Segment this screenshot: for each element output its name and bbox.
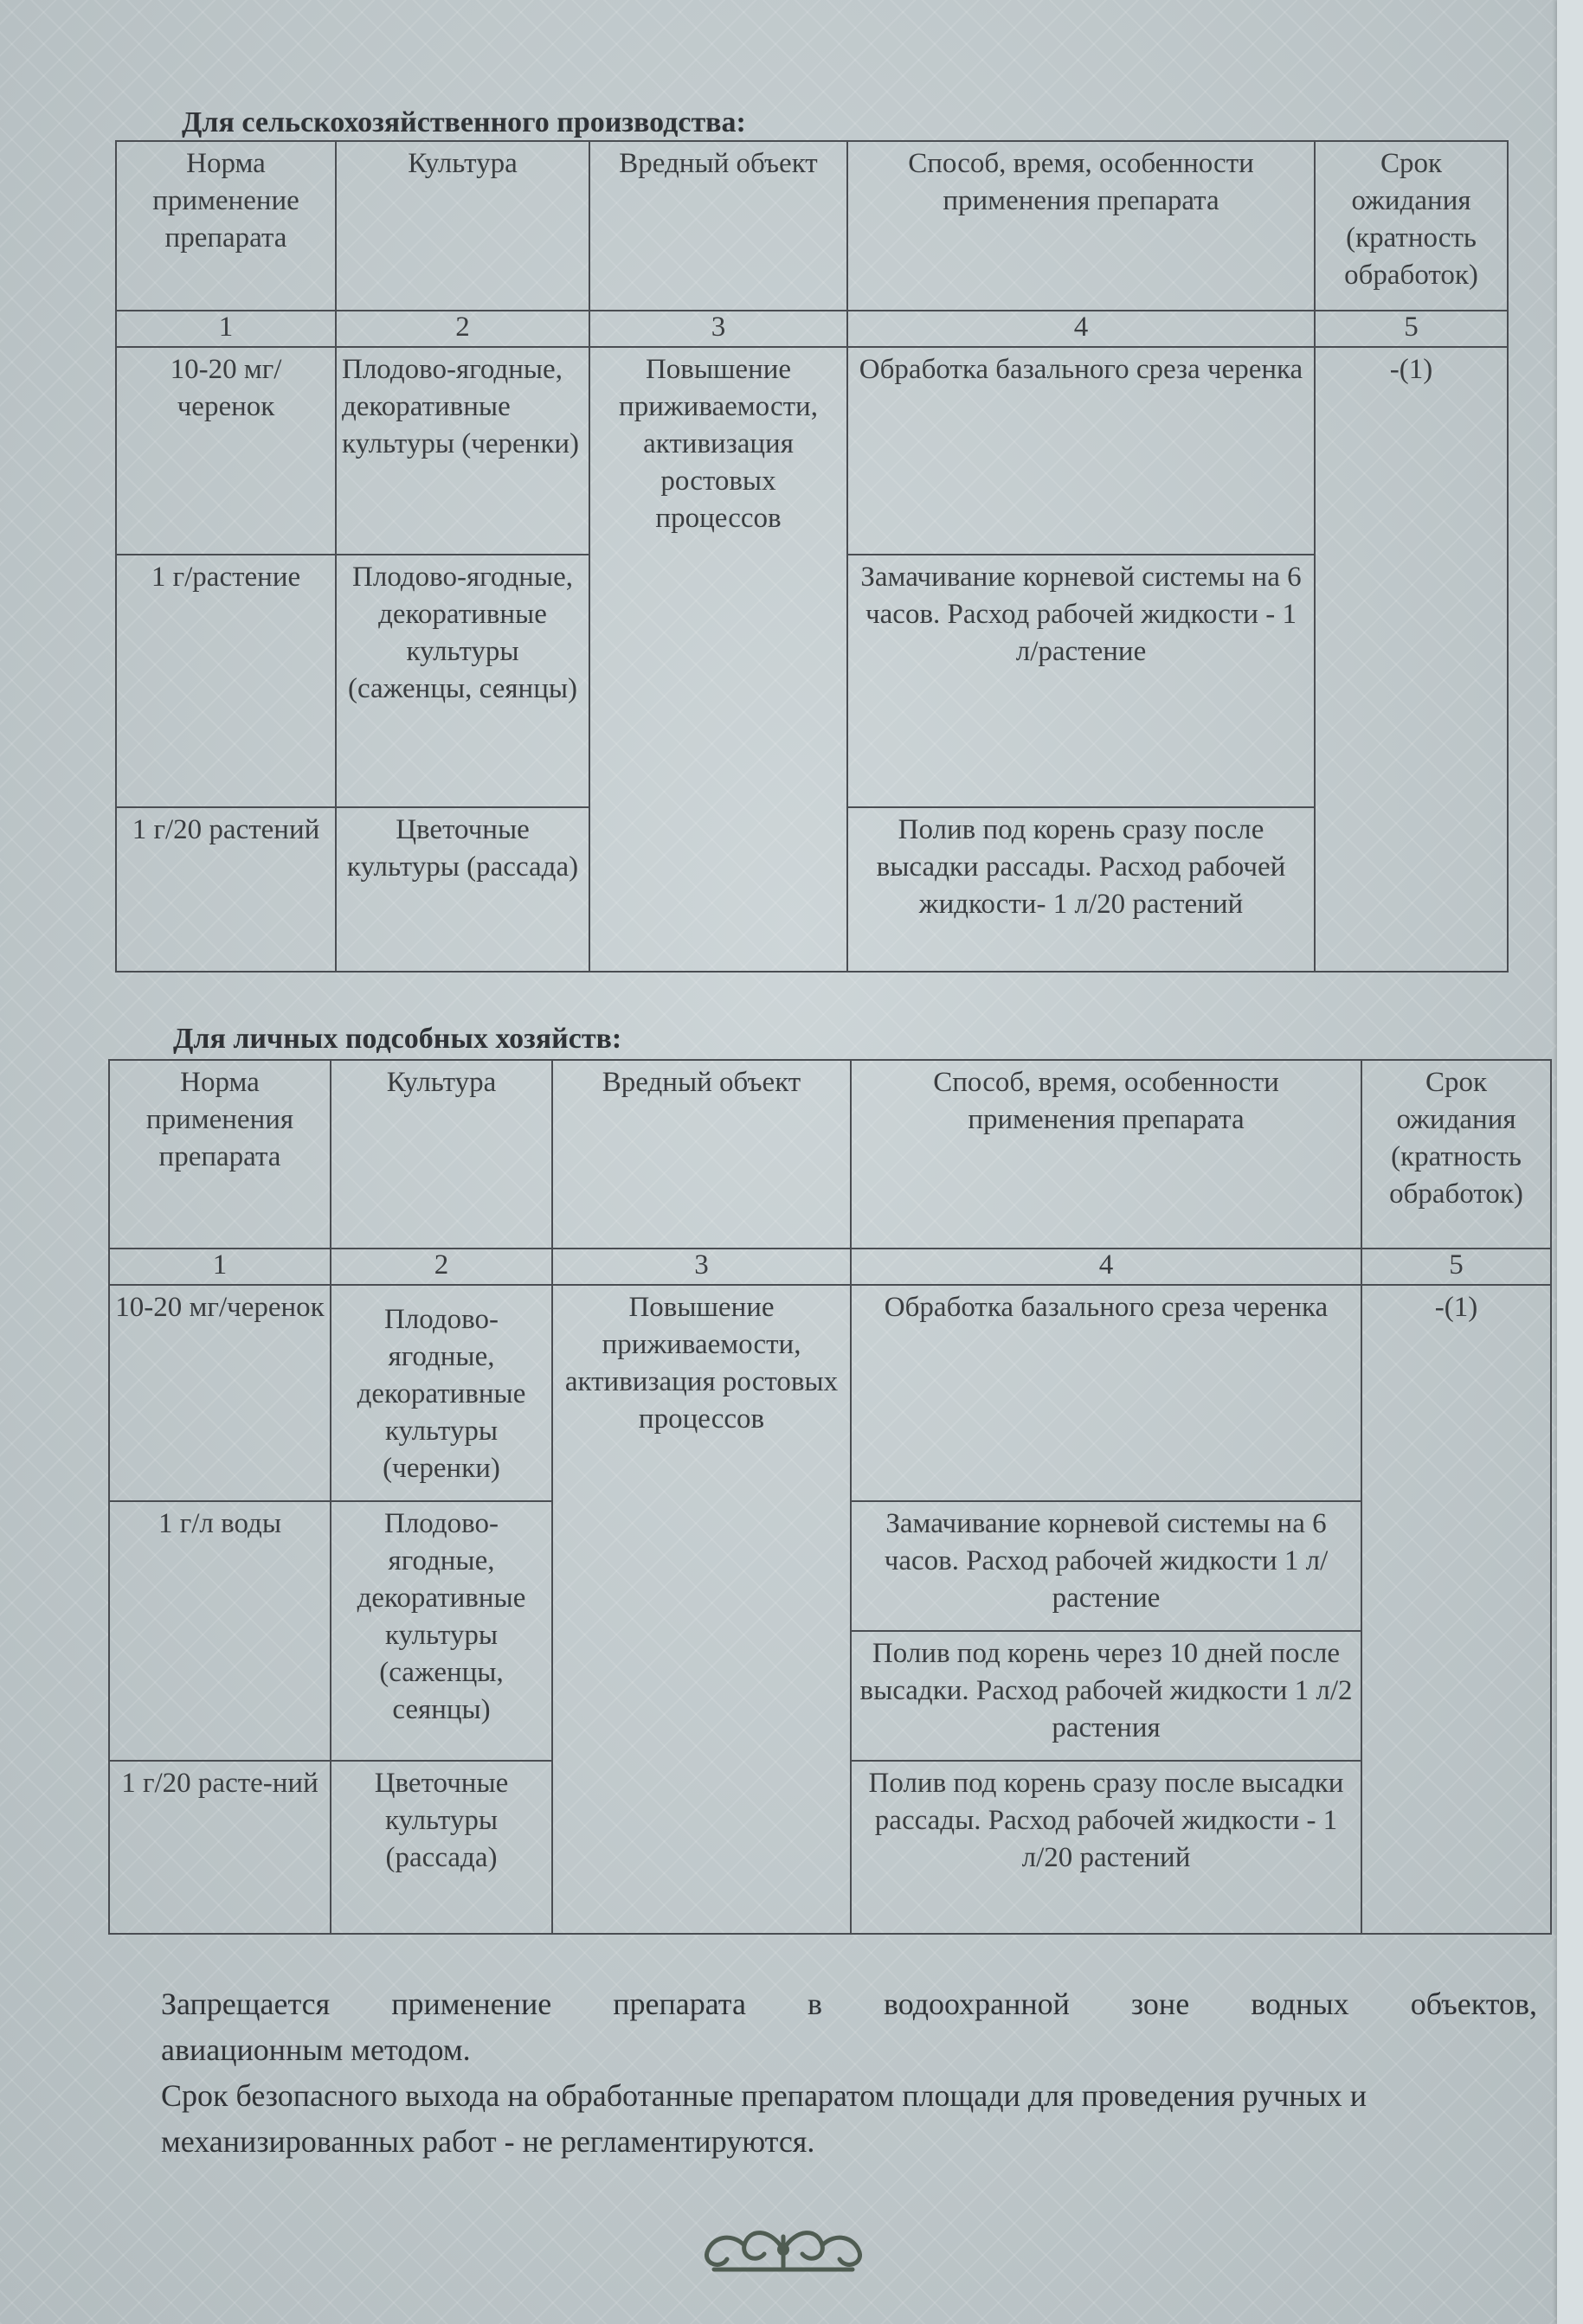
number-row [109, 1249, 1551, 1285]
cell-harmful-object: Повышение приживаемости, активизация ростовых процессов [589, 347, 847, 972]
cell-harmful-object: Повышение приживаемости, активизация ростовых процессов [552, 1285, 851, 1934]
header-harmful-object: Вредный объект [552, 1060, 851, 1249]
cell-waiting: -(1) [1361, 1285, 1551, 1934]
cell-culture: Плодово-ягодные, декоративные культуры (черенки) [336, 347, 589, 555]
header-method: Способ, время, особенности применения препарата [851, 1060, 1361, 1249]
cell-method: Замачивание корневой системы на 6 часов. Расход рабочей жидкости 1 л/растение [851, 1501, 1361, 1631]
header-method: Способ, время, особенности применения препарата [847, 141, 1315, 311]
cell-culture: Цветочные культуры (рассада) [331, 1761, 552, 1934]
prohibition-line-end: авиационным методом. [161, 2032, 471, 2067]
col-number: 2 [331, 1249, 552, 1285]
cell-culture: Плодово-ягодные, декоративные культуры (саженцы, сеянцы) [336, 555, 589, 807]
cell-method: Полив под корень сразу после высадки рассады. Расход рабочей жидкости - 1 л/20 растений [851, 1761, 1361, 1934]
cell-norm: 1 г/л воды [109, 1501, 331, 1761]
cell-method: Обработка базального среза черенка [847, 347, 1315, 555]
cell-method: Полив под корень сразу после высадки рассады. Расход рабочей жидкости- 1 л/20 растений [847, 807, 1315, 972]
table-row [116, 347, 1508, 555]
col-number: 2 [336, 311, 589, 347]
header-waiting: Срок ожидания (кратность обработок) [1315, 141, 1508, 311]
cell-method: Полив под корень через 10 дней после высадки. Расход рабочей жидкости 1 л/2 растения [851, 1631, 1361, 1761]
cell-method: Обработка базального среза черенка [851, 1285, 1361, 1501]
col-number: 4 [847, 311, 1315, 347]
cell-norm: 10-20 мг/черенок [116, 347, 336, 555]
col-number: 3 [589, 311, 847, 347]
cell-culture: Плодово-ягодные, декоративные культуры (черенки) [331, 1285, 552, 1501]
cell-method: Замачивание корневой системы на 6 часов. Расход рабочей жидкости - 1 л/растение [847, 555, 1315, 807]
section-title-household: Для личных подсобных хозяйств: [173, 1023, 622, 1055]
header-harmful-object: Вредный объект [589, 141, 847, 311]
cell-culture: Цветочные культуры (рассада) [336, 807, 589, 972]
header-norm: Норма применения препарата [109, 1060, 331, 1249]
header-waiting: Срок ожидания (кратность обработок) [1361, 1060, 1551, 1249]
col-number: 5 [1315, 311, 1508, 347]
col-number: 5 [1361, 1249, 1551, 1285]
header-culture: Культура [331, 1060, 552, 1249]
header-norm: Норма применение препарата [116, 141, 336, 311]
page-edge [1557, 0, 1583, 2324]
ornament-icon [697, 2219, 870, 2280]
table-agricultural [115, 140, 1509, 973]
cell-culture: Плодово-ягодные, декоративные культуры (саженцы, сеянцы) [331, 1501, 552, 1761]
number-row [116, 311, 1508, 347]
safe-exit-note: Срок безопасного выхода на обработанные препаратом площади для проведения ручных и механизированных работ - не регламентируются. [161, 2078, 1367, 2159]
table-household [108, 1059, 1552, 1935]
cell-waiting: -(1) [1315, 347, 1508, 972]
col-number: 1 [116, 311, 336, 347]
prohibition-line: Запрещается применение препарата в водоохранной зоне водных объектов, [161, 1987, 1537, 2021]
header-row [116, 141, 1508, 311]
table-row [109, 1285, 1551, 1501]
cell-norm: 1 г/20 расте-ний [109, 1761, 331, 1934]
cell-norm: 10-20 мг/черенок [109, 1285, 331, 1501]
footer-notes [161, 1981, 1537, 2165]
header-culture: Культура [336, 141, 589, 311]
header-row [109, 1060, 1551, 1249]
col-number: 4 [851, 1249, 1361, 1285]
section-title-agricultural: Для сельскохозяйственного производства: [182, 106, 746, 138]
cell-norm: 1 г/20 растений [116, 807, 336, 972]
col-number: 1 [109, 1249, 331, 1285]
cell-norm: 1 г/растение [116, 555, 336, 807]
col-number: 3 [552, 1249, 851, 1285]
